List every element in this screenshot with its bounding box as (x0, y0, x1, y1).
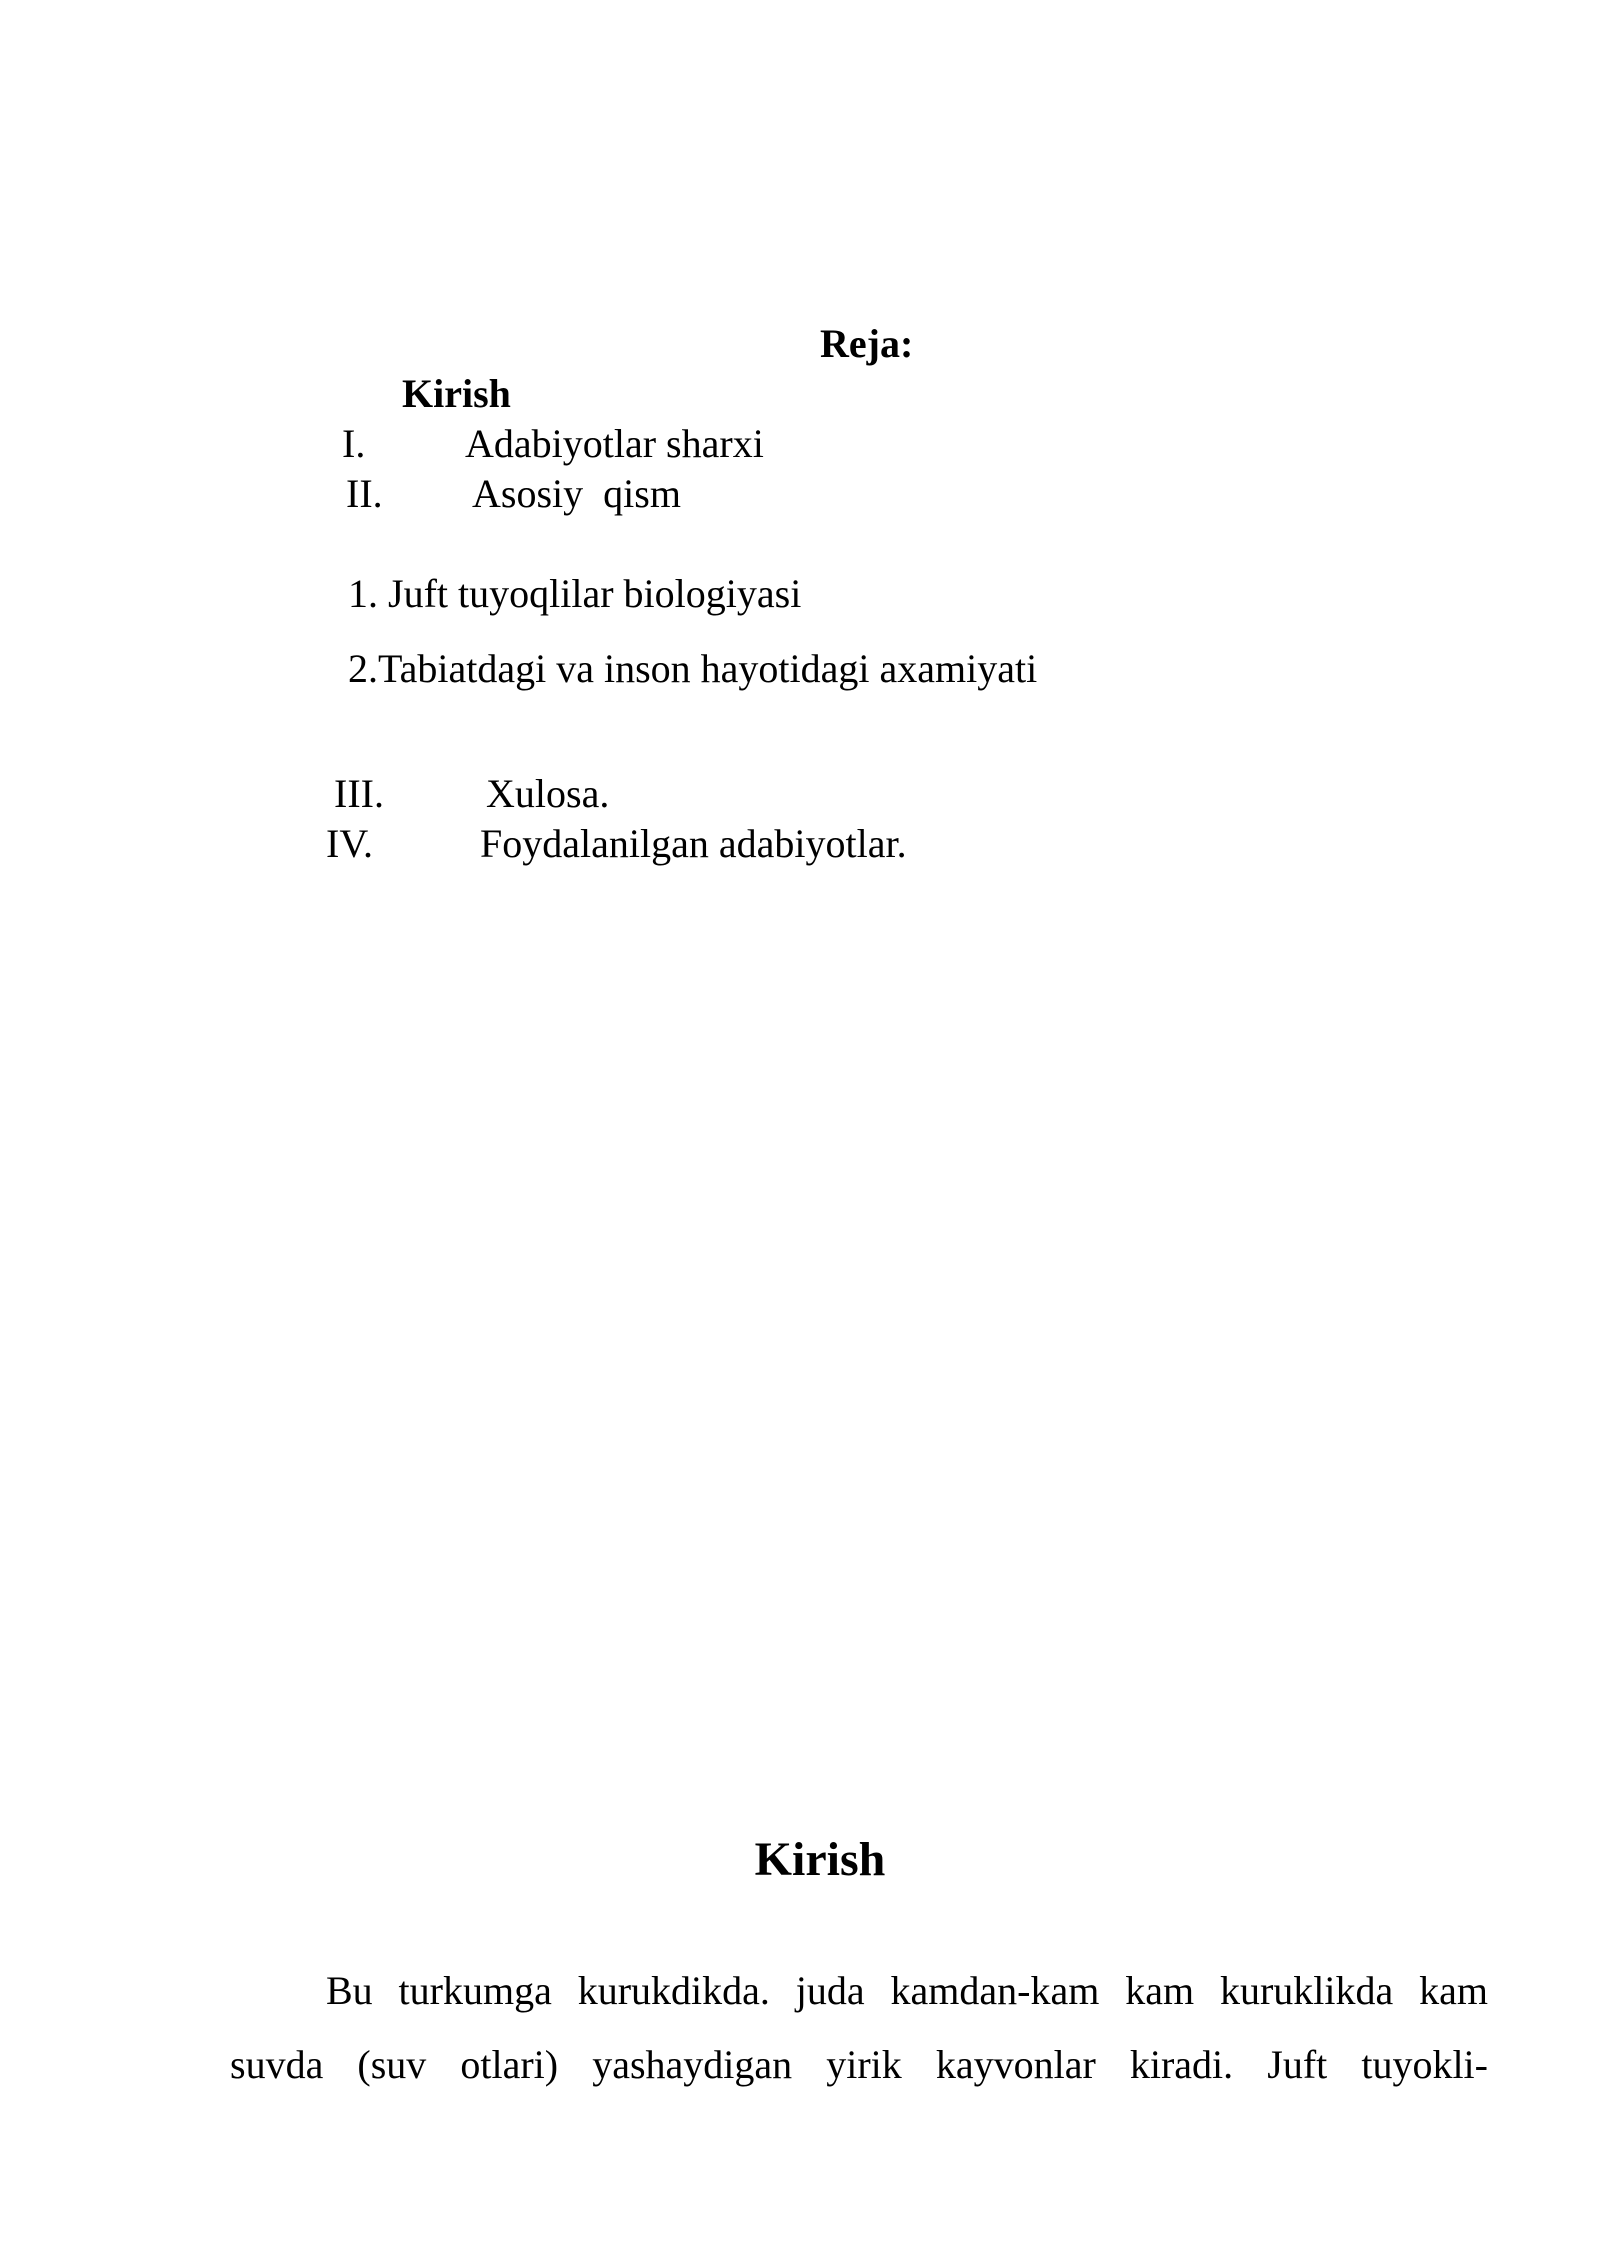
plan-item-label: Xulosa. (486, 771, 610, 816)
plan-item-number: IV. (326, 821, 374, 866)
plan-subitem: 1. Juft tuyoqlilar biologiyasi (348, 571, 802, 616)
plan-item-number: I. (342, 421, 366, 466)
plan-intro-item: Kirish (402, 371, 511, 416)
paragraph-line: suvda (suv otlari) yashaydigan yirik kayvonlar kiradi. Juft tuyokli- (230, 2042, 1488, 2087)
plan-title: Reja: (820, 321, 914, 366)
plan-item-number: III. (334, 771, 384, 816)
plan-item-number: II. (346, 471, 383, 516)
plan-item-label: Asosiy qism (472, 471, 681, 516)
body-paragraph (230, 1954, 1488, 2102)
plan-item-label: Adabiyotlar sharxi (465, 421, 764, 466)
plan-item-label: Foydalanilgan adabiyotlar. (480, 821, 907, 866)
section-heading: Kirish (754, 1833, 886, 1886)
paragraph-line: Bu turkumga kurukdikda. juda kamdan-kam kam kuruklikda kam (326, 1968, 1488, 2013)
plan-subitem: 2.Tabiatdagi va inson hayotidagi axamiyati (348, 646, 1038, 691)
